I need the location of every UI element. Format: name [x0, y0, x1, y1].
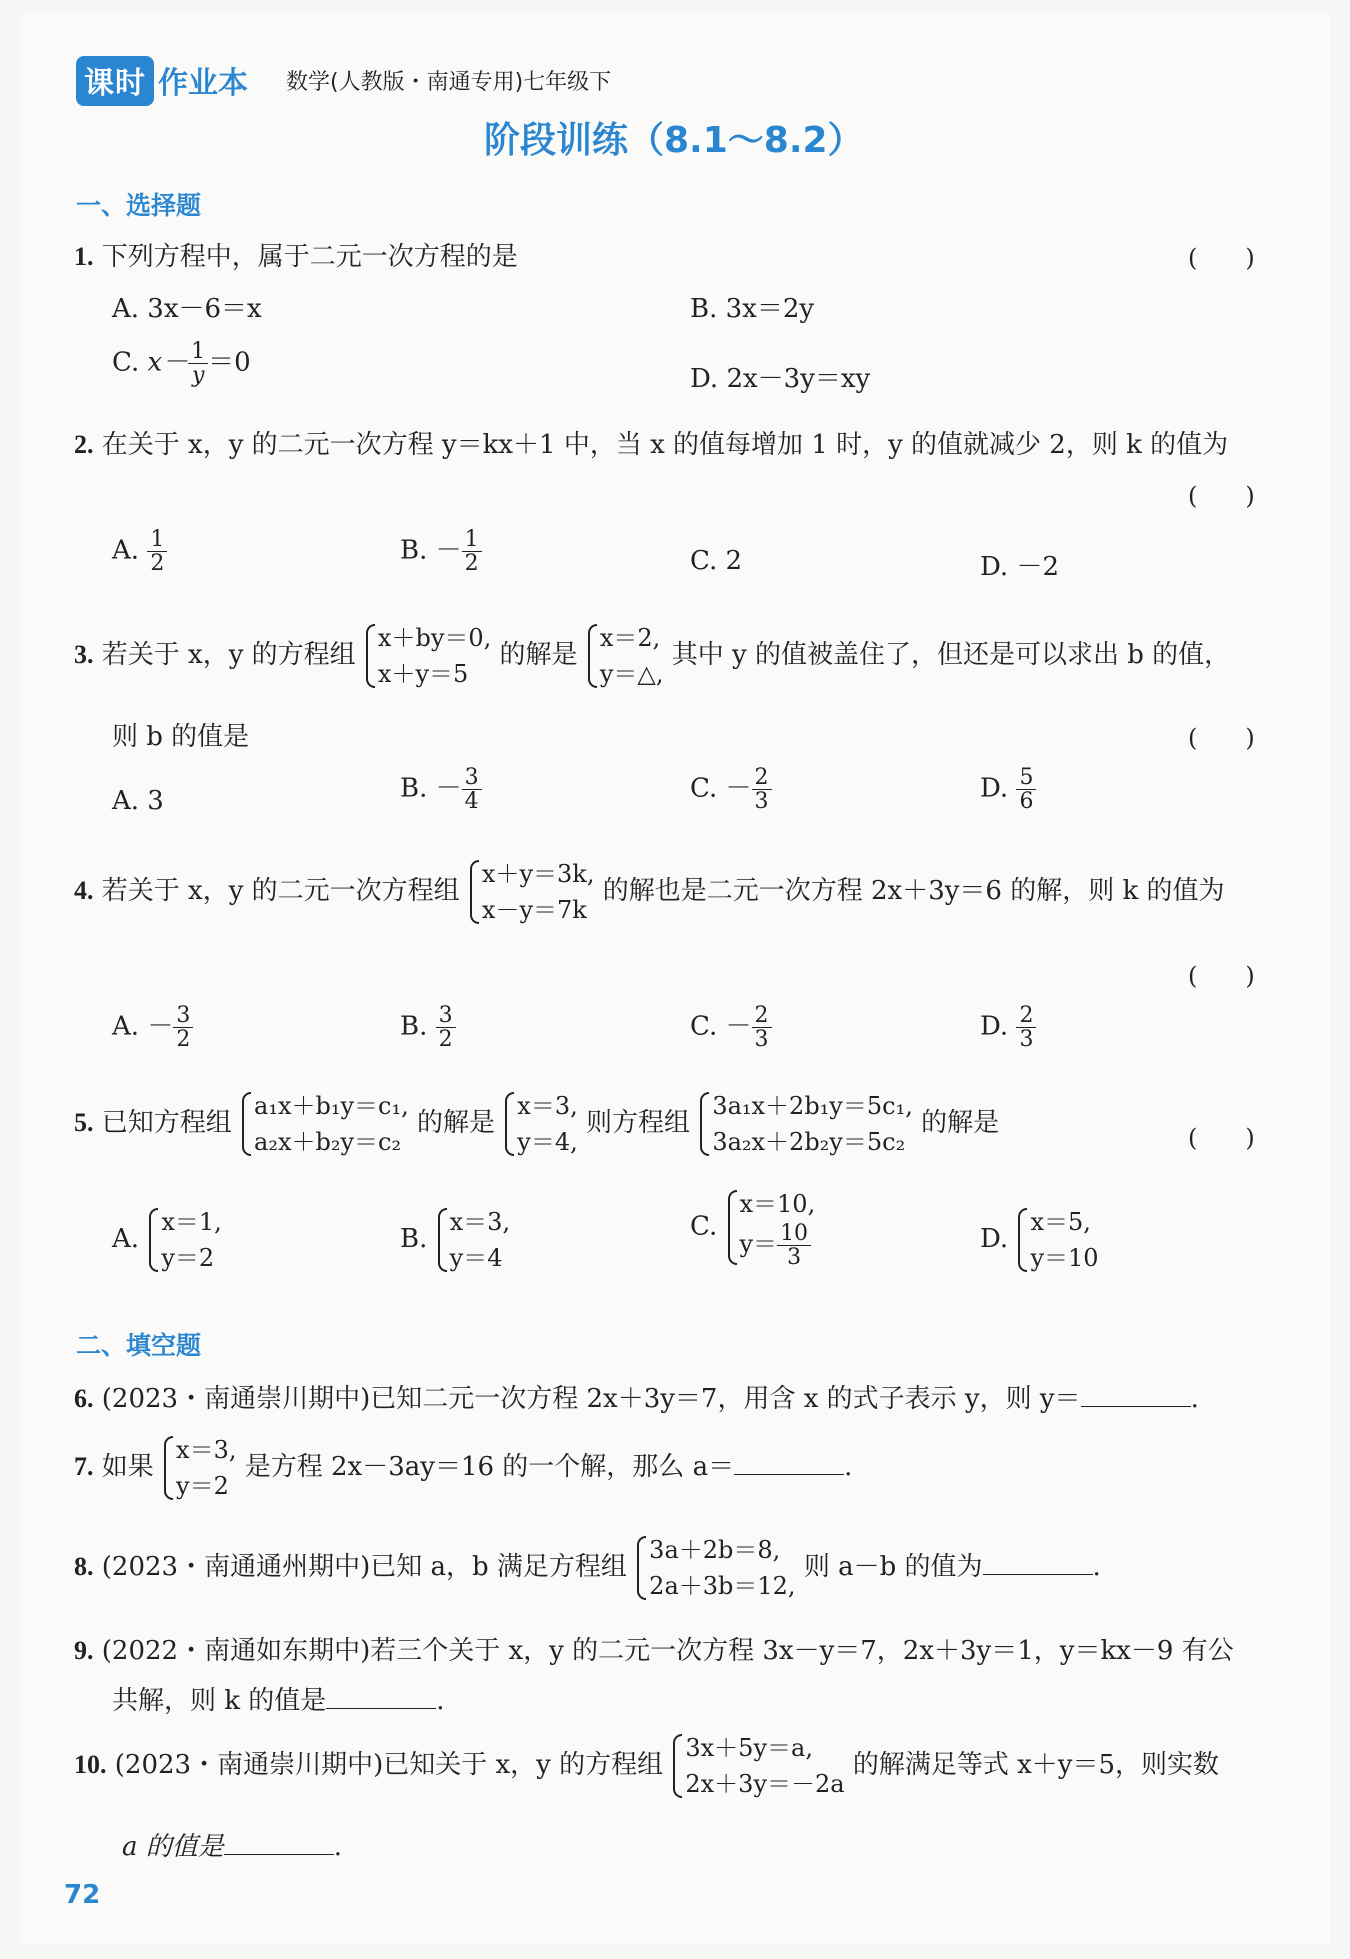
option-c — [690, 1186, 815, 1269]
option-label: B. — [400, 1224, 428, 1254]
question-stem: 的解也是二元一次方程 2x＋3y＝6 的解，则 k 的值为 — [602, 876, 1225, 906]
question-9 — [74, 1630, 1234, 1667]
answer-paren: ( ) — [1188, 1124, 1255, 1152]
equation: 3x＋5y＝a, — [685, 1734, 813, 1762]
punctuation: . — [844, 1452, 853, 1482]
equation-system — [698, 1088, 913, 1160]
equation: a₂x＋b₂y＝c₂ — [254, 1128, 402, 1156]
denominator: y — [191, 363, 205, 389]
subject-label: 数学(人教版・南通专用)七年级下 — [286, 70, 612, 95]
option-label: B. — [400, 535, 428, 566]
equation-system — [364, 620, 491, 692]
question-2 — [74, 424, 1228, 461]
option-b: B. 3x＝2y — [690, 294, 815, 324]
denominator: 4 — [464, 789, 479, 815]
option-a — [112, 1004, 193, 1051]
equation-system — [240, 1088, 409, 1160]
sign: － — [725, 773, 752, 804]
equation: y＝10 — [1030, 1244, 1099, 1272]
section-choice-heading: 一、选择题 — [76, 191, 202, 220]
option-label: B. — [400, 1011, 428, 1042]
denominator: 3 — [787, 1245, 802, 1271]
page-number: 72 — [64, 1880, 101, 1910]
option-a — [112, 1204, 222, 1276]
equation: x＝10, — [739, 1190, 816, 1218]
option-d: D. －2 — [980, 552, 1059, 582]
question-number: 2. — [74, 430, 94, 459]
numerator: 2 — [752, 1004, 772, 1028]
equation: x－y＝7k — [481, 896, 587, 924]
equation: x＋y＝5 — [377, 660, 469, 688]
option-label: A. — [112, 1224, 140, 1254]
equation: 2x＋3y＝－2a — [685, 1770, 845, 1798]
question-stem: 在关于 x，y 的二元一次方程 y＝kx＋1 中，当 x 的值每增加 1 时，y 的值就减少 2，则 k 的值为 — [101, 430, 1229, 460]
option-label: A. — [112, 1011, 140, 1042]
solution-system — [1016, 1204, 1098, 1276]
punctuation: . — [333, 1832, 343, 1862]
question-stem: 的解满足等式 x＋y＝5，则实数 — [852, 1750, 1220, 1780]
question-number: 4. — [74, 876, 94, 905]
question-number: 7. — [74, 1452, 94, 1481]
equation: 3a₁x＋2b₁y＝5c₁, — [712, 1092, 913, 1120]
numerator: 3 — [436, 1004, 456, 1028]
equation: a₁x＋b₁y＝c₁, — [254, 1092, 409, 1120]
numerator: 1 — [462, 528, 482, 552]
fraction — [752, 766, 772, 813]
equation: 2a＋3b＝12, — [649, 1572, 796, 1600]
answer-blank[interactable] — [734, 1454, 844, 1475]
question-number: 9. — [74, 1636, 94, 1665]
equation: 3a＋2b＝8, — [649, 1536, 781, 1564]
question-stem: 是方程 2x－3ay＝16 的一个解，那么 a＝ — [244, 1452, 735, 1482]
question-stem: (2023・南通崇川期中)已知关于 x，y 的方程组 — [114, 1750, 664, 1780]
fraction — [173, 1004, 193, 1051]
option-a: A. 3x－6＝x — [112, 294, 262, 324]
question-stem: (2023・南通通州期中)已知 a，b 满足方程组 — [101, 1552, 627, 1582]
question-number: 8. — [74, 1552, 94, 1581]
equation: x＋by＝0, — [377, 624, 492, 652]
question-stem: 若关于 x，y 的方程组 — [101, 640, 356, 670]
question-3 — [74, 620, 1230, 692]
question-stem: (2023・南通崇川期中)已知二元一次方程 2x＋3y＝7，用含 x 的式子表示 y，则 y＝ — [101, 1384, 1081, 1414]
equation: x＝3, — [517, 1092, 578, 1120]
option-label: D. — [980, 1011, 1009, 1042]
equation-system — [635, 1532, 795, 1604]
question-stem: a 的值是 — [122, 1832, 224, 1862]
answer-paren: ( ) — [1188, 962, 1255, 990]
numerator: 1 — [188, 340, 208, 364]
equation: y＝2 — [161, 1244, 215, 1272]
denominator: 2 — [176, 1027, 191, 1053]
expr: ＝0 — [208, 347, 251, 378]
option-b — [400, 528, 482, 575]
answer-paren: ( ) — [1188, 724, 1255, 752]
fraction — [188, 340, 208, 387]
logo-text: 作业本 — [158, 66, 248, 101]
question-number: 1. — [74, 242, 94, 271]
numerator: 10 — [777, 1222, 811, 1246]
question-number: 10. — [74, 1750, 107, 1779]
option-label: A. — [112, 535, 140, 566]
question-8 — [74, 1532, 1101, 1604]
brand-logo — [76, 56, 248, 106]
section-fill-heading: 二、填空题 — [76, 1331, 202, 1360]
sign: － — [435, 535, 462, 566]
numerator: 3 — [462, 766, 482, 790]
fraction — [1016, 766, 1036, 813]
solution-system — [162, 1432, 236, 1504]
question-stem: 共解，则 k 的值是 — [112, 1686, 327, 1716]
fraction — [436, 1004, 456, 1051]
question-1 — [74, 236, 518, 273]
sign: － — [435, 773, 462, 804]
denominator: 6 — [1019, 789, 1034, 815]
fraction — [462, 766, 482, 813]
question-stem: 的解是 — [417, 1108, 496, 1138]
option-label: C. — [690, 1011, 718, 1042]
answer-blank[interactable] — [326, 1688, 436, 1709]
equation: x＝3, — [176, 1436, 237, 1464]
equation-system — [671, 1730, 844, 1802]
equation: x＝2, — [599, 624, 661, 652]
option-label: C. — [690, 773, 718, 804]
answer-blank[interactable] — [983, 1554, 1093, 1575]
answer-paren: ( ) — [1188, 482, 1255, 510]
question-number: 6. — [74, 1384, 94, 1413]
option-b — [400, 1004, 456, 1051]
question-stem: 如果 — [101, 1452, 154, 1482]
option-label: B. — [400, 773, 428, 804]
equation: x＝5, — [1030, 1208, 1091, 1236]
option-c — [112, 340, 251, 387]
option-label: C. — [112, 347, 140, 378]
numerator: 5 — [1016, 766, 1036, 790]
punctuation: . — [1092, 1552, 1101, 1582]
option-b — [400, 1204, 510, 1276]
option-c: C. 2 — [690, 546, 743, 576]
denominator: 2 — [438, 1027, 453, 1053]
solution-system — [726, 1186, 816, 1269]
question-number: 5. — [74, 1108, 94, 1137]
page-title: 阶段训练（8.1～8.2） — [484, 120, 864, 161]
question-stem: 则 a－b 的值为 — [803, 1552, 983, 1582]
equation: y＝4, — [517, 1128, 578, 1156]
fraction — [1016, 1004, 1036, 1051]
option-label: D. — [980, 1224, 1009, 1254]
question-stem: (2022・南通如东期中)若三个关于 x，y 的二元一次方程 3x－y＝7，2x＋3y＝1，y＝kx－9 有公 — [101, 1636, 1234, 1666]
equation: 3a₂x＋2b₂y＝5c₂ — [712, 1128, 906, 1156]
answer-paren: ( ) — [1188, 244, 1255, 272]
question-stem: 则方程组 — [586, 1108, 691, 1138]
option-a: A. 3 — [112, 786, 164, 816]
question-stem: 的解是 — [499, 640, 578, 670]
equation: y＝△, — [599, 660, 664, 688]
option-c — [690, 766, 772, 813]
numerator: 2 — [752, 766, 772, 790]
denominator: 3 — [754, 789, 769, 815]
fraction — [777, 1222, 811, 1269]
option-c — [690, 1004, 772, 1051]
solution-system — [436, 1204, 510, 1276]
denominator: 2 — [464, 551, 479, 577]
numerator: 3 — [173, 1004, 193, 1028]
fraction — [752, 1004, 772, 1051]
question-4 — [74, 856, 1225, 928]
question-stem: 若关于 x，y 的二元一次方程组 — [101, 876, 460, 906]
question-7 — [74, 1432, 852, 1504]
logo-box: 课时 — [76, 56, 154, 106]
option-d: D. 2x－3y＝xy — [690, 364, 871, 394]
equation: y＝ — [739, 1230, 778, 1259]
denominator: 3 — [1019, 1027, 1034, 1053]
question-5 — [74, 1088, 999, 1160]
solution-system — [147, 1204, 221, 1276]
fraction — [462, 528, 482, 575]
equation-system — [468, 856, 595, 928]
answer-blank[interactable] — [224, 1834, 334, 1855]
option-d — [980, 1004, 1036, 1051]
fraction — [147, 528, 167, 575]
equation: x＝1, — [161, 1208, 222, 1236]
punctuation: . — [1190, 1384, 1199, 1414]
option-a — [112, 528, 167, 575]
punctuation: . — [436, 1686, 445, 1716]
question-10-line-2 — [122, 1826, 342, 1863]
sign: － — [147, 1011, 174, 1042]
denominator: 3 — [754, 1027, 769, 1053]
question-6 — [74, 1378, 1199, 1415]
equation: y＝4 — [449, 1244, 503, 1272]
expr: x－ — [147, 347, 189, 378]
question-stem: 已知方程组 — [101, 1108, 232, 1138]
question-stem: 的解是 — [921, 1108, 1000, 1138]
answer-blank[interactable] — [1081, 1386, 1191, 1407]
option-d — [980, 766, 1036, 813]
question-9-line-2 — [112, 1680, 445, 1717]
option-b — [400, 766, 482, 813]
option-label: D. — [980, 773, 1009, 804]
question-number: 3. — [74, 640, 94, 669]
question-3-line-2: 则 b 的值是 — [112, 722, 250, 752]
option-d — [980, 1204, 1099, 1276]
equation: y＝2 — [176, 1472, 229, 1500]
option-label: C. — [690, 1211, 718, 1242]
solution-system — [503, 1088, 577, 1160]
question-stem: 其中 y 的值被盖住了，但还是可以求出 b 的值， — [671, 640, 1231, 670]
solution-system — [586, 620, 664, 692]
sign: － — [725, 1011, 752, 1042]
equation: x＋y＝3k, — [481, 860, 595, 888]
numerator: 2 — [1016, 1004, 1036, 1028]
denominator: 2 — [150, 551, 165, 577]
equation: x＝3, — [449, 1208, 511, 1236]
question-10 — [74, 1730, 1219, 1802]
numerator: 1 — [147, 528, 167, 552]
question-stem: 下列方程中，属于二元一次方程的是 — [101, 242, 518, 272]
